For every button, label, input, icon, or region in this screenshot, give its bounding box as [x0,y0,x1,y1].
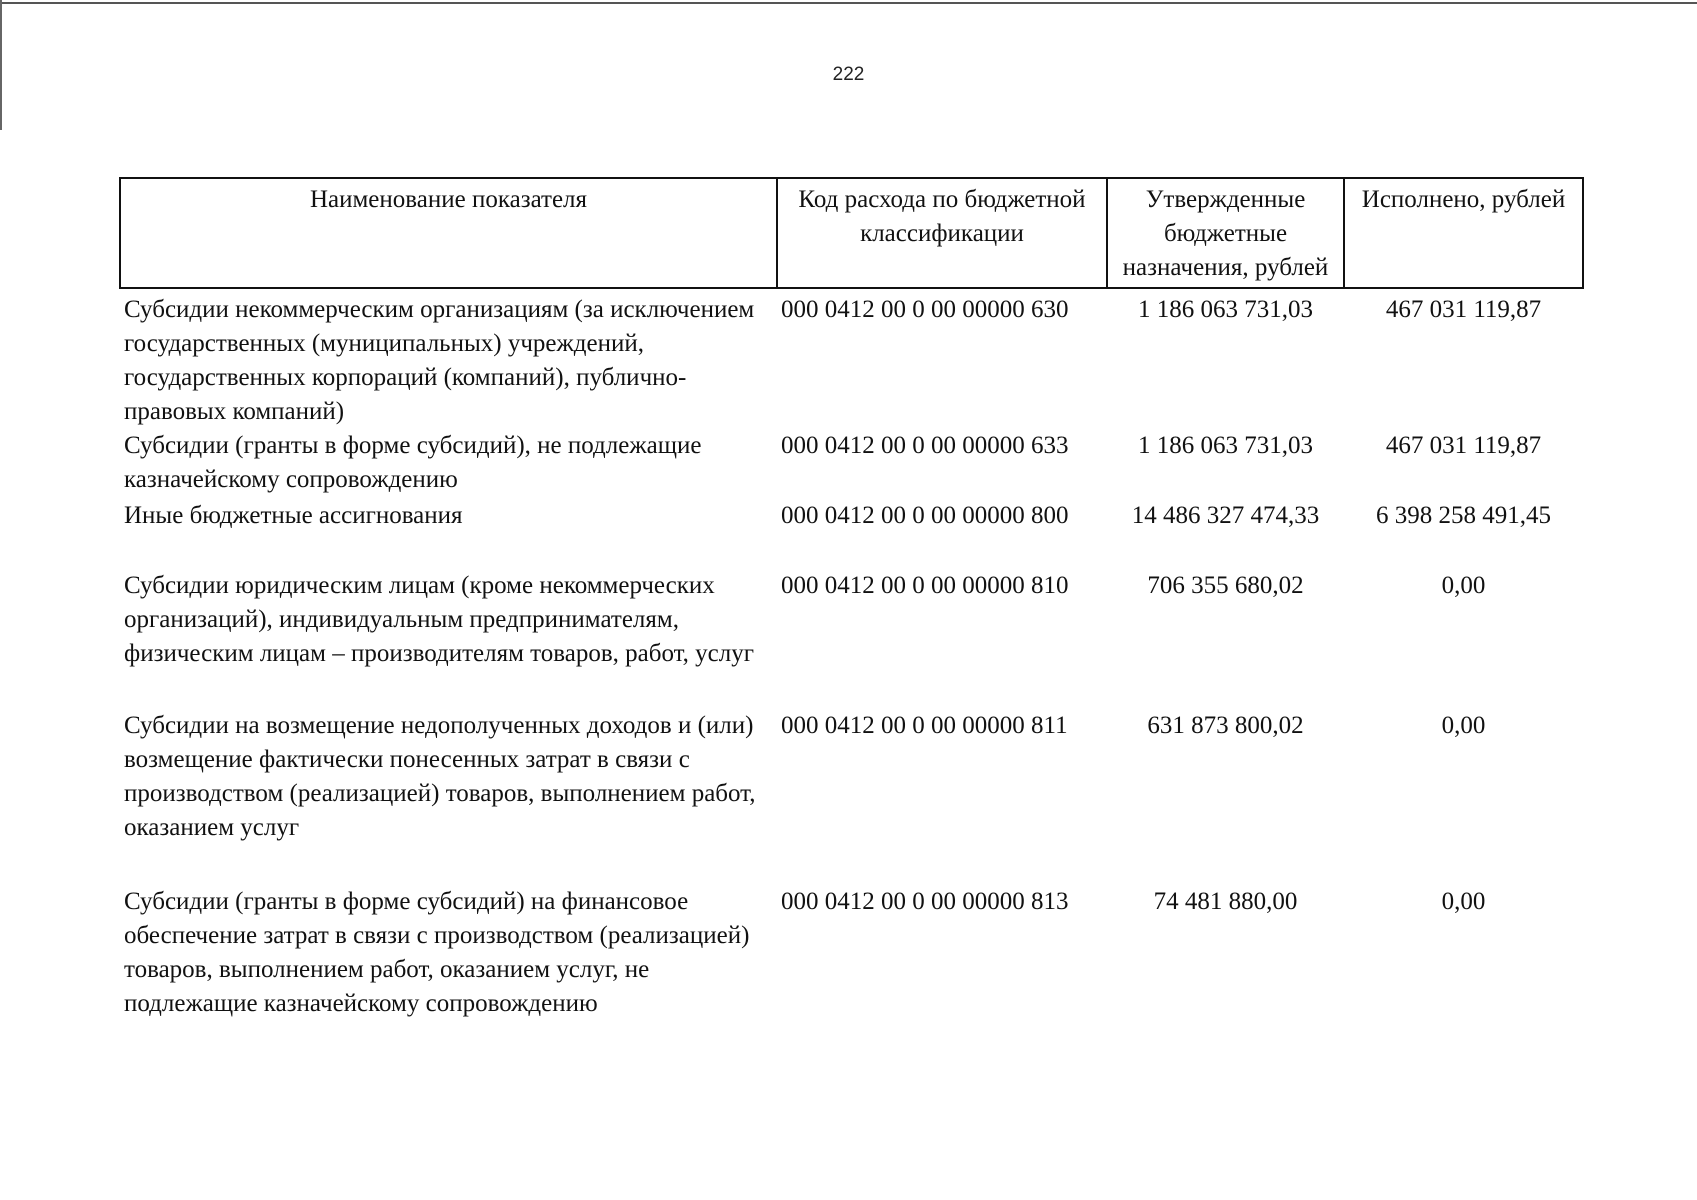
row-approved: 1 186 063 731,03 [1138,432,1313,459]
budget-table [119,177,1584,1025]
row-code: 000 0412 00 0 00 00000 810 [781,572,1069,599]
row-name: Иные бюджетные ассигнования [124,502,463,529]
table-row [120,429,1583,499]
row-name: Субсидии на возмещение недополученных доходов и (или) возмещение фактически понесенных затрат в связи с производством (реализацией) товаров, выполнением работ, оказанием услуг [124,712,756,841]
table-row [120,885,1583,1025]
row-name: Субсидии некоммерческим организациям (за исключением государственных (муниципальных) учреждений, государственных корпораций (компаний), публично-правовых компаний) [124,296,755,425]
page-number: 222 [832,64,865,85]
row-executed: 467 031 119,87 [1385,432,1542,459]
row-executed: 0,00 [1441,712,1486,739]
row-code: 000 0412 00 0 00 00000 811 [781,712,1068,739]
row-code: 000 0412 00 0 00 00000 813 [781,888,1069,915]
row-code: 000 0412 00 0 00 00000 800 [781,502,1069,529]
header-expense-code: Код расхода по бюджетной классификации [777,178,1107,288]
row-executed: 0,00 [1441,572,1486,599]
row-approved: 706 355 680,02 [1147,572,1304,599]
row-executed: 6 398 258 491,45 [1376,502,1551,529]
table-row [120,569,1583,709]
table-row [120,288,1583,429]
row-approved: 74 481 880,00 [1153,888,1298,915]
row-approved: 14 486 327 474,33 [1131,502,1320,529]
scan-border-top [0,2,1697,4]
row-executed: 467 031 119,87 [1385,296,1542,323]
table-header [120,178,1583,288]
header-row [120,178,1583,288]
row-executed: 0,00 [1441,888,1486,915]
row-approved: 631 873 800,02 [1147,712,1304,739]
header-executed-amount: Исполнено, рублей [1344,178,1583,288]
row-name: Субсидии (гранты в форме субсидий), не подлежащие казначейскому сопровождению [124,432,702,493]
table-row [120,499,1583,569]
row-approved: 1 186 063 731,03 [1138,296,1313,323]
header-indicator-name: Наименование показателя [120,178,777,288]
row-name: Субсидии юридическим лицам (кроме некоммерческих организаций), индивидуальным предпринимателям, физическим лицам – производителям товаров, работ, услуг [124,572,755,667]
header-approved-amount: Утвержденные бюджетные назначения, рублей [1107,178,1344,288]
table-row [120,709,1583,885]
row-code: 000 0412 00 0 00 00000 633 [781,432,1069,459]
row-code: 000 0412 00 0 00 00000 630 [781,296,1069,323]
row-name: Субсидии (гранты в форме субсидий) на финансовое обеспечение затрат в связи с производством (реализацией) товаров, выполнением работ, оказанием услуг, не подлежащие казначейскому сопровождению [124,888,750,1017]
table-body [120,288,1583,1025]
